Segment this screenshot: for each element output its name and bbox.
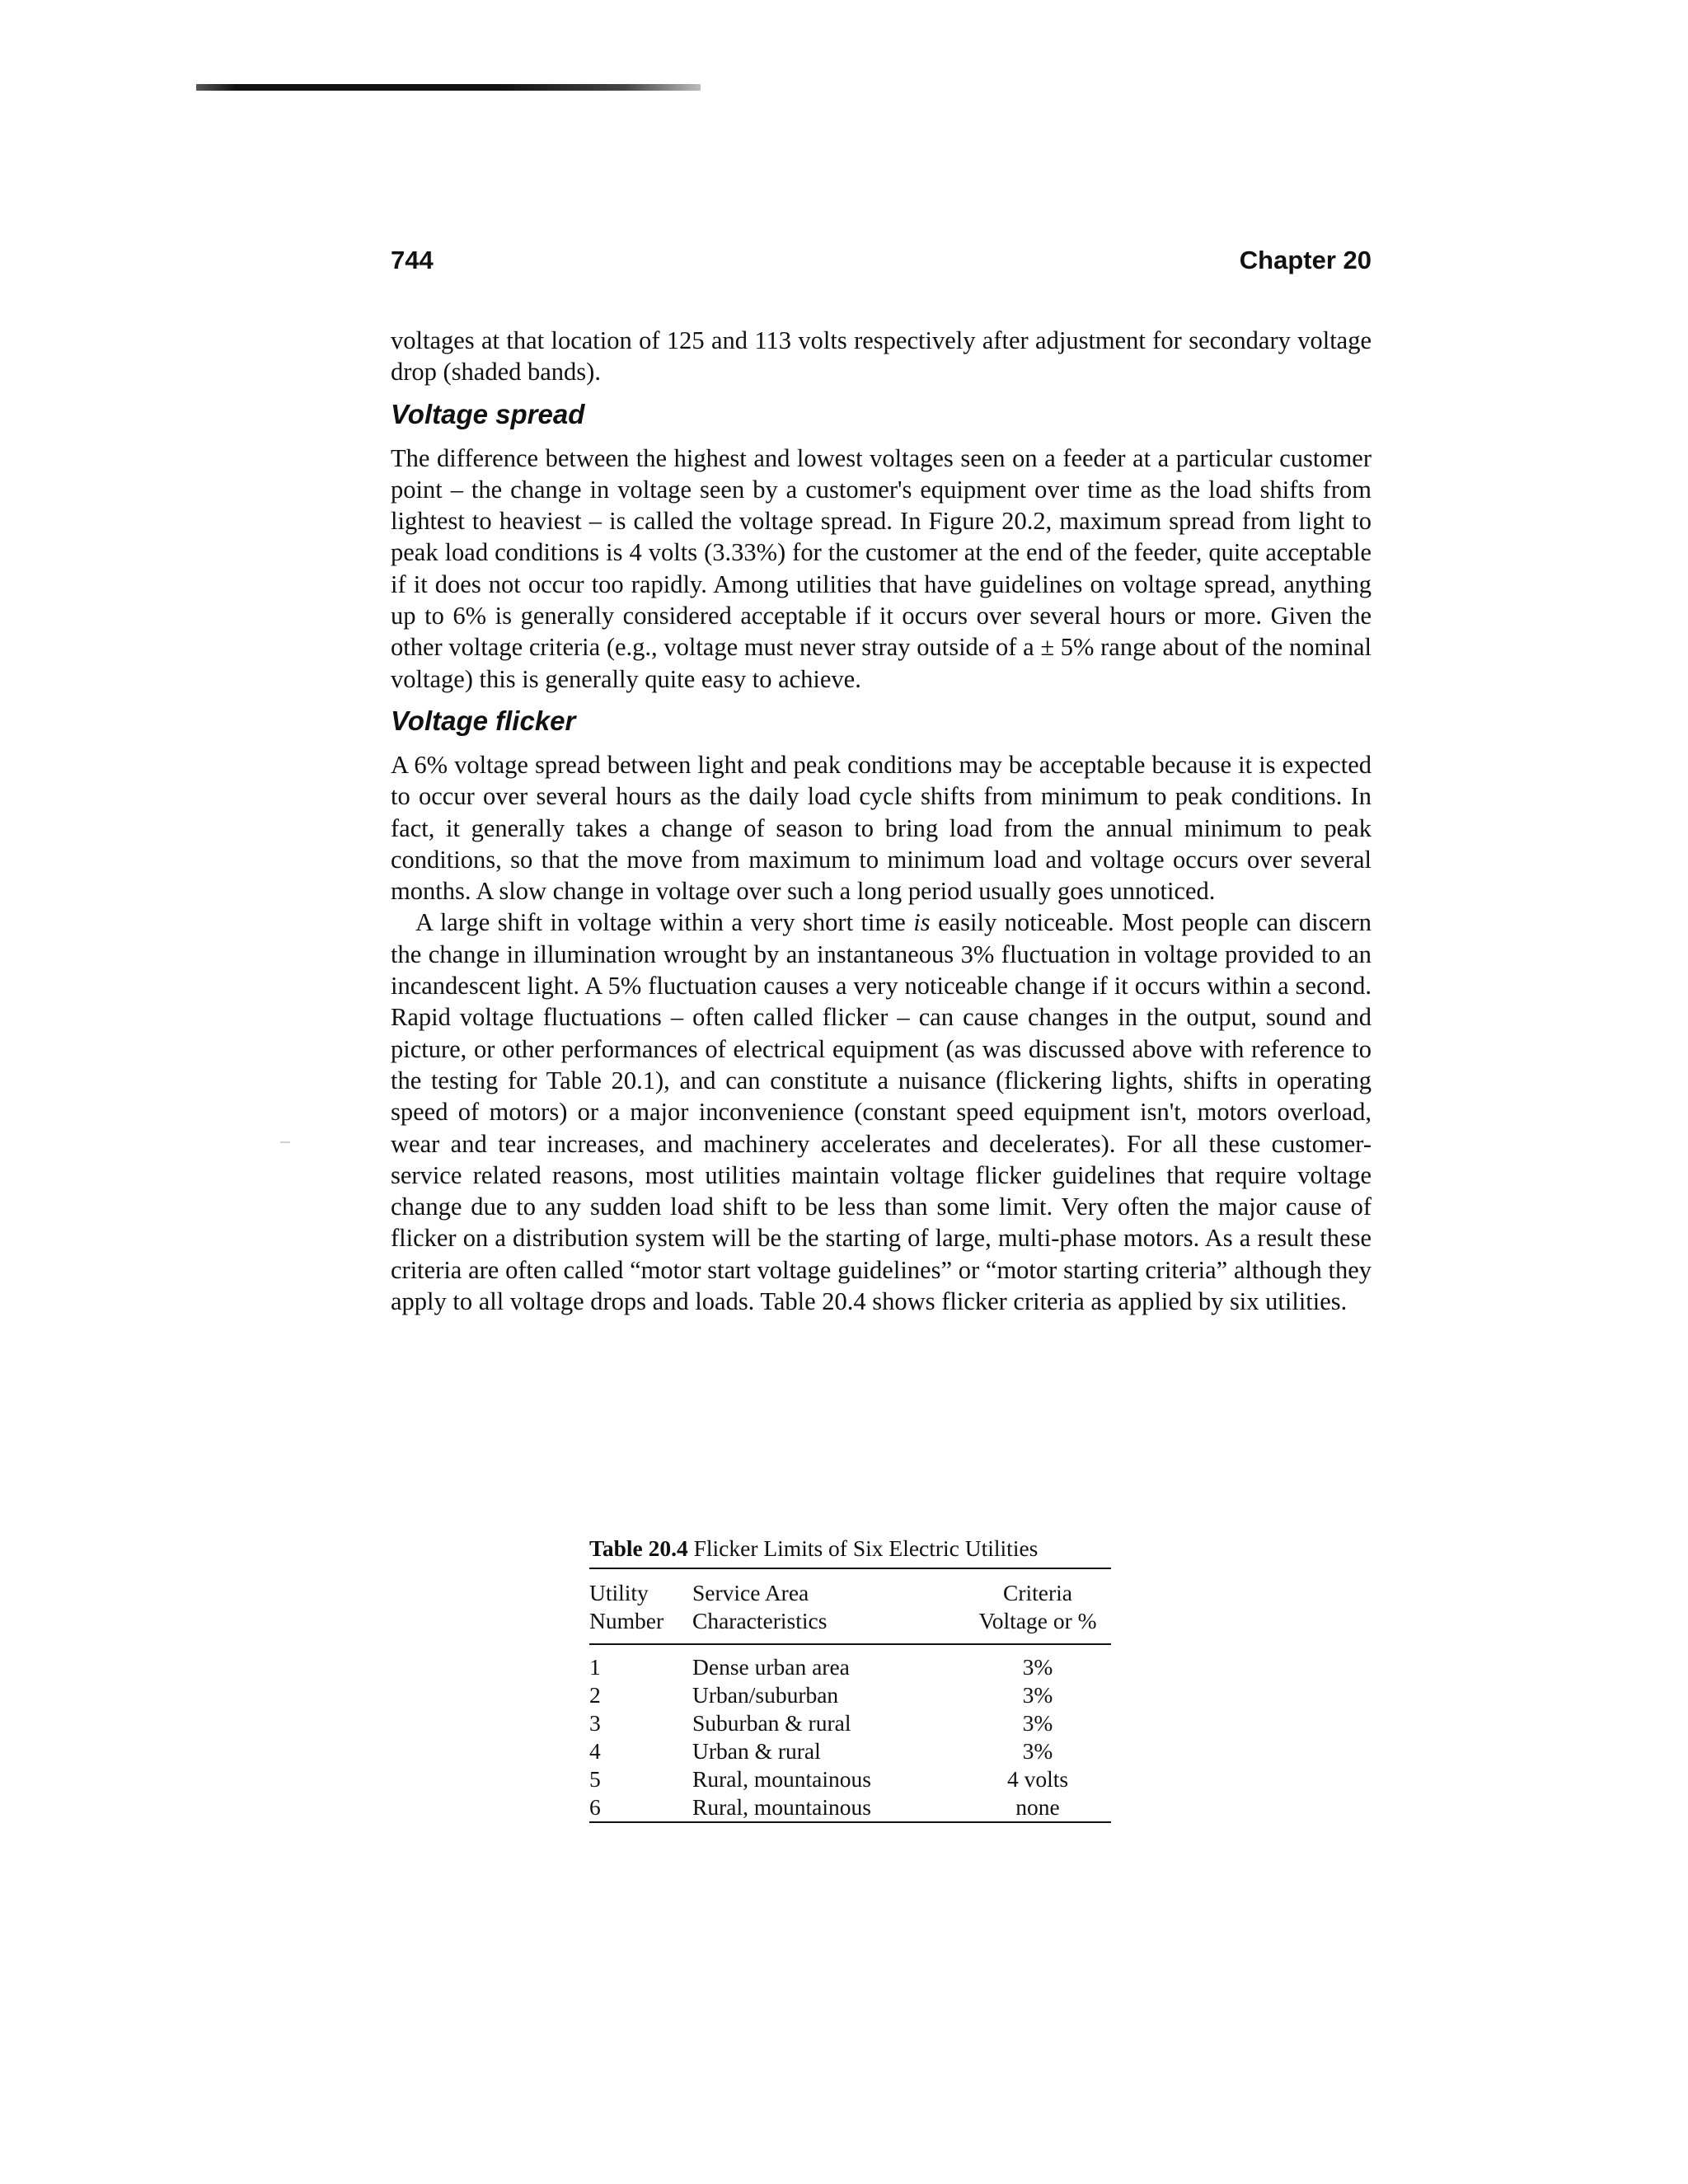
voltage-flicker-paragraph-2: [391, 907, 1372, 1317]
page-content: [391, 246, 1372, 1317]
table-row: [589, 1793, 1111, 1822]
header-service-area: Service Area: [692, 1580, 809, 1605]
table-header-row: [589, 1568, 1111, 1607]
table-caption: [589, 1535, 1111, 1568]
header-characteristics: Characteristics: [692, 1607, 964, 1644]
table-caption-label: Table 20.4: [589, 1535, 688, 1561]
table-row: [589, 1709, 1111, 1737]
flicker-text-part-2: easily noticeable. Most people can discern the change in illumination wrought by an instantaneous 3% fluctuation in voltage provided to an incandescent light. A 5% fluctuation causes a very noticeable change if it occurs within a second. Rapid voltage fluctuations – often called flicker – can cause changes in the output, sound and picture, or other performances of electrical equipment (as was discussed above with reference to the testing for Table 20.1), and can constitute a nuisance (flickering lights, shifts in operating speed of motors) or a major inconvenience (constant speed equipment isn't, motors overload, wear and tear increases, and machinery accelerates and decelerates). For all these customer-service related reasons, most utilities maintain voltage flicker guidelines that require voltage change due to any sudden load shift to be less than some limit. Very often the major cause of flicker on a distribution system will be the starting of large, multi-phase motors. As a result these criteria are often called “motor start voltage guidelines” or “motor starting criteria” although they apply to all voltage drops and loads. Table 20.4 shows flicker criteria as applied by six utilities.: [391, 908, 1372, 1316]
header-number: Number: [589, 1607, 692, 1644]
table-row: [589, 1681, 1111, 1709]
cell-utility-number: 1: [589, 1654, 601, 1680]
page-number: 744: [391, 246, 434, 274]
table-row: [589, 1765, 1111, 1793]
cell-service-area: Suburban & rural: [692, 1710, 851, 1736]
cell-service-area: Urban/suburban: [692, 1682, 839, 1708]
cell-criteria: 3%: [1022, 1682, 1053, 1708]
flicker-limits-table: [589, 1568, 1111, 1823]
cell-criteria: 4 volts: [1006, 1766, 1069, 1792]
chapter-label: Chapter 20: [1239, 246, 1372, 274]
cell-criteria: 3%: [1022, 1654, 1053, 1680]
section-heading-voltage-spread: Voltage spread: [391, 398, 585, 429]
cell-utility-number: 2: [589, 1682, 601, 1708]
cell-utility-number: 4: [589, 1738, 601, 1764]
table-header-row: [589, 1607, 1111, 1644]
voltage-flicker-paragraph-1: A 6% voltage spread between light and peak conditions may be acceptable because it is expected to occur over several hours as the daily load cycle shifts from minimum to peak conditions. In fact, it generally takes a change of season to bring load from the annual minimum to peak conditions, so that the move from maximum to minimum load and voltage occurs over several months. A slow change in voltage over such a long period usually goes unnoticed.: [391, 750, 1372, 906]
cell-service-area: Urban & rural: [692, 1738, 821, 1764]
scan-margin-mark: [280, 1141, 290, 1143]
cell-service-area: Dense urban area: [692, 1654, 850, 1680]
flicker-text-emphasis: is: [913, 908, 931, 937]
cell-utility-number: 6: [589, 1794, 601, 1820]
section-heading-voltage-flicker: Voltage flicker: [391, 705, 576, 736]
cell-criteria: 3%: [1022, 1738, 1053, 1764]
body-text: [391, 325, 1372, 1317]
cell-criteria: 3%: [1022, 1710, 1053, 1736]
flicker-text-part-1: A large shift in voltage within a very short time: [415, 908, 914, 937]
cell-utility-number: 3: [589, 1710, 601, 1736]
voltage-spread-paragraph: The difference between the highest and lowest voltages seen on a feeder at a particular customer point – the change in voltage seen by a customer's equipment over time as the load shifts from lightest to heaviest – is called the voltage spread. In Figure 20.2, maximum spread from light to peak load conditions is 4 volts (3.33%) for the customer at the end of the feeder, quite acceptable if it does not occur too rapidly. Among utilities that have guidelines on voltage spread, anything up to 6% is generally considered acceptable if it occurs over several hours or more. Given the other voltage criteria (e.g., voltage must never stray outside of a ± 5% range about of the nominal voltage) this is generally quite easy to achieve.: [391, 443, 1372, 693]
running-head: [391, 246, 1372, 279]
cell-service-area: Rural, mountainous: [692, 1794, 871, 1820]
header-utility: Utility: [589, 1580, 649, 1605]
cell-criteria: none: [1015, 1794, 1060, 1820]
flicker-limits-table-block: [589, 1535, 1111, 1823]
cell-utility-number: 5: [589, 1766, 601, 1792]
header-voltage-or-percent: Voltage or %: [964, 1607, 1111, 1644]
cell-service-area: Rural, mountainous: [692, 1766, 871, 1792]
header-criteria: Criteria: [1003, 1580, 1072, 1605]
table-row: [589, 1737, 1111, 1765]
table-row: [589, 1644, 1111, 1681]
scan-top-rule: [196, 84, 701, 91]
table-caption-text: Flicker Limits of Six Electric Utilities: [687, 1535, 1039, 1561]
intro-paragraph: voltages at that location of 125 and 113 volts respectively after adjustment for secondary voltage drop (shaded bands).: [391, 326, 1372, 387]
